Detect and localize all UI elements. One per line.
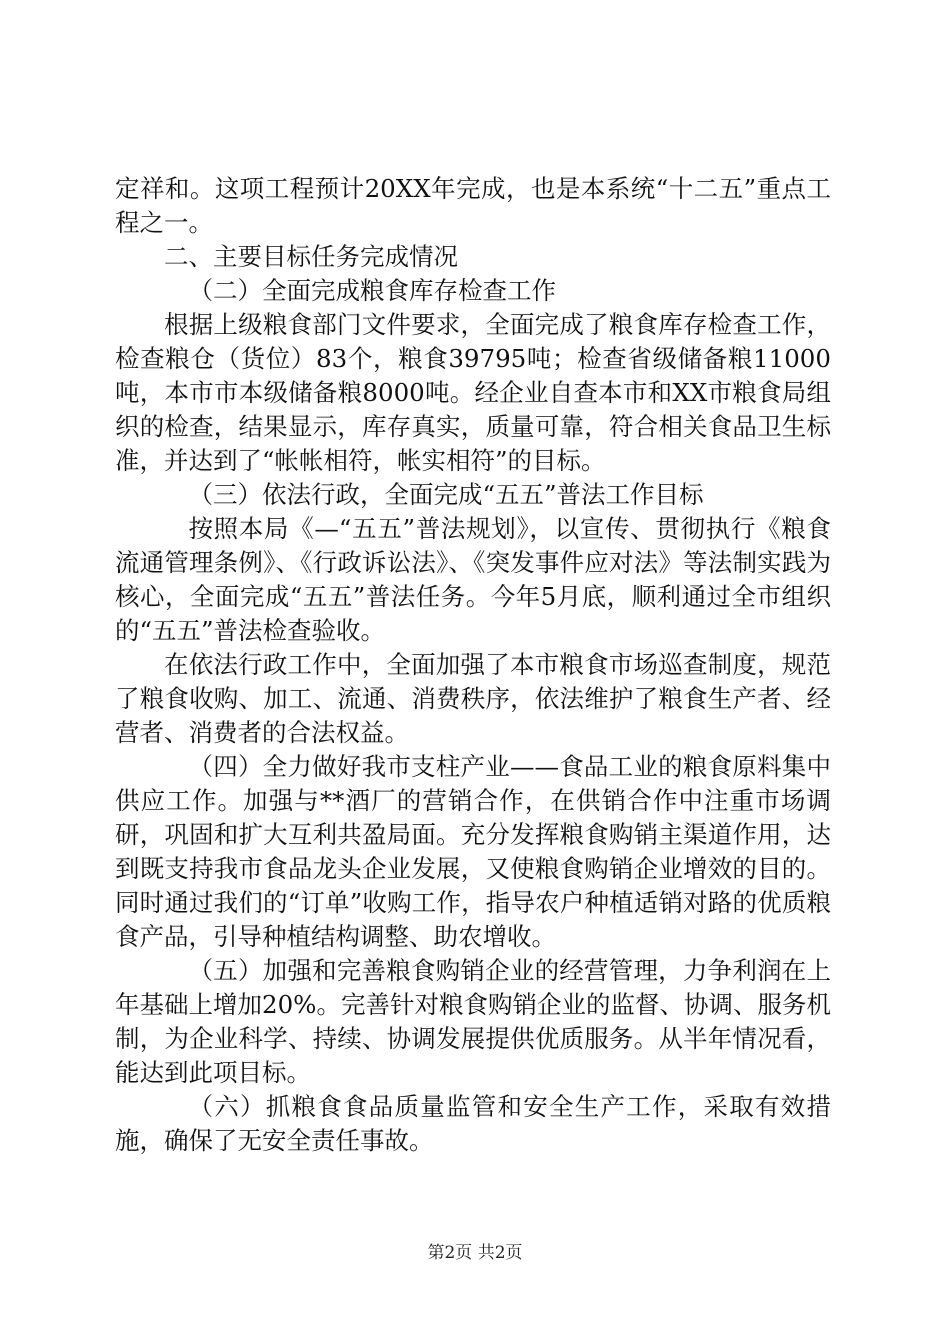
paragraph-continuation: 定祥和。这项工程预计20XX年完成，也是本系统“十二五”重点工程之一。	[115, 174, 831, 237]
paragraph: 根据上级粮食部门文件要求，全面完成了粮食库存检查工作，检查粮仓（货位）83个，粮食39795吨；检查省级储备粮11000吨，本市市本级储备粮8000吨。经企业自查本市和XX市粮食局组织的检查，结果显示，库存真实，质量可靠，符合相关食品卫生标准，并达到了“帐帐相符，帐实相符”的目标。	[115, 310, 831, 475]
document-body	[115, 172, 831, 1158]
subsection-heading: （二）全面完成粮食库存检查工作	[188, 276, 556, 305]
subsection-paragraph: （六）抓粮食食品质量监管和安全生产工作，采取有效措施，确保了无安全责任事故。	[115, 1092, 831, 1155]
section-heading: 二、主要目标任务完成情况	[164, 242, 458, 271]
paragraph: 在依法行政工作中，全面加强了本市粮食市场巡查制度，规范了粮食收购、加工、流通、消费秩序，依法维护了粮食生产者、经营者、消费者的合法权益。	[115, 650, 831, 747]
paragraph: 按照本局《—“五五”普法规划》，以宣传、贯彻执行《粮食流通管理条例》、《行政诉讼法》、《突发事件应对法》等法制实践为核心，全面完成“五五”普法任务。今年5月底，顺利通过全市组织的“五五”普法检查验收。	[115, 514, 831, 645]
subsection-heading: （三）依法行政，全面完成“五五”普法工作目标	[188, 480, 704, 509]
subsection-paragraph: （五）加强和完善粮食购销企业的经营管理，力争利润在上年基础上增加20%。完善针对粮食购销企业的监督、协调、服务机制，为企业科学、持续、协调发展提供优质服务。从半年情况看，能达到此项目标。	[115, 956, 831, 1087]
page-number-footer: 第2页 共2页	[427, 1243, 523, 1263]
subsection-paragraph: （四）全力做好我市支柱产业——食品工业的粮食原料集中供应工作。加强与**酒厂的营销合作，在供销合作中注重市场调研，巩固和扩大互利共盈局面。充分发挥粮食购销主渠道作用，达到既支持我市食品龙头企业发展，又使粮食购销企业增效的目的。同时通过我们的“订单”收购工作，指导农户种植适销对路的优质粮食产品，引导种植结构调整、助农增收。	[115, 752, 831, 951]
